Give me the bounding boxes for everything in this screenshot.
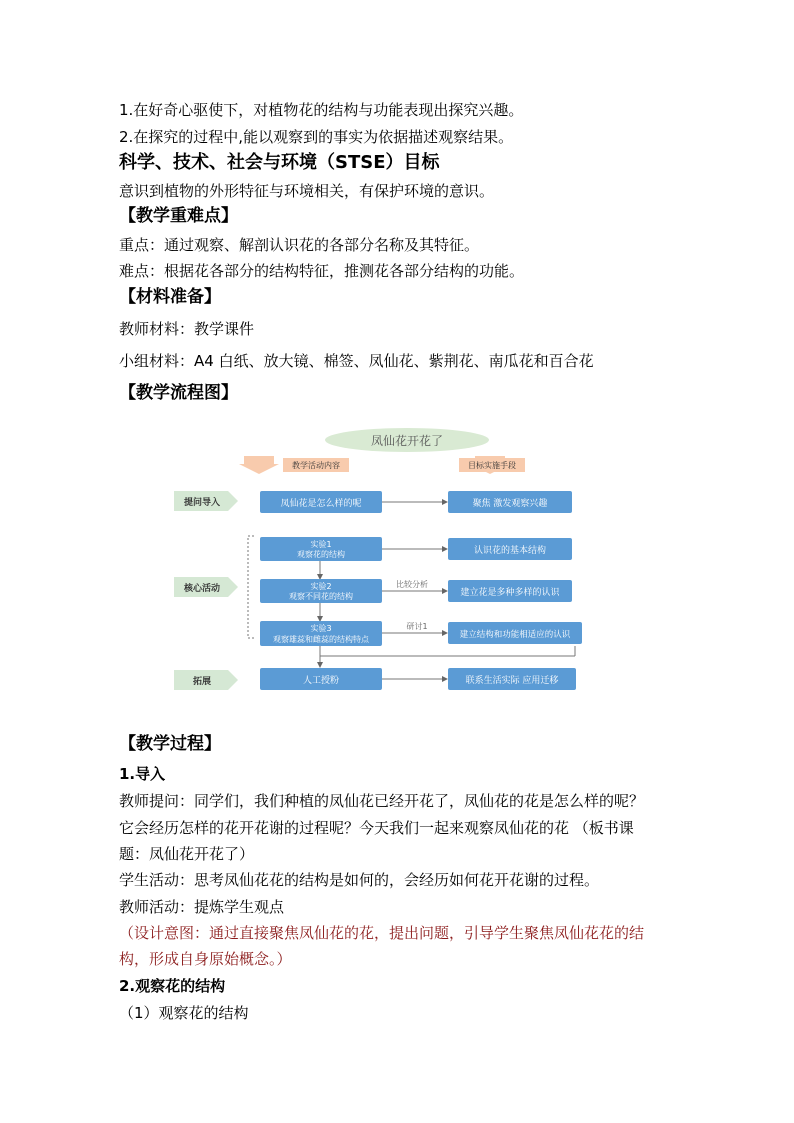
materials-heading: 【材料准备】: [119, 287, 221, 307]
design-intent-line2: 构，形成自身原始概念。）: [119, 950, 292, 968]
left-box-3-line2: 观察不同花的结构: [289, 592, 353, 601]
section-intro-heading: 1.导入: [119, 765, 166, 783]
right-box-4-label: 建立结构和功能相适应的认识: [459, 630, 571, 640]
left-box-2-line2: 观察花的结构: [297, 550, 345, 559]
teaching-flowchart: [170, 424, 590, 699]
right-box-3-label: 建立花是多种多样的认识: [460, 588, 560, 598]
stse-heading: 科学、技术、社会与环境（STSE）目标: [119, 152, 440, 173]
stage-extend-label: 拓展: [192, 677, 212, 687]
left-box-4-line1: 实验3: [310, 624, 332, 633]
stse-text: 意识到植物的外形特征与环境相关，有保护环境的意识。: [119, 182, 495, 200]
right-box-5-label: 联系生活实际 应用迁移: [465, 676, 559, 686]
teacher-question-line1: 教师提问：同学们，我们种植的凤仙花已经开花了，凤仙花的花是怎么样的呢？: [119, 792, 645, 810]
difficult-point: 难点：根据花各部分的结构特征，推测花各部分结构的功能。: [119, 262, 525, 280]
note-compare: 比较分析: [396, 580, 428, 589]
right-box-2-label: 认识花的基本结构: [473, 546, 547, 556]
design-intent-line1: （设计意图：通过直接聚焦凤仙花的花，提出问题，引导学生聚焦凤仙花花的结: [119, 924, 645, 942]
objective-item-2: 2.在探究的过程中,能以观察到的事实为依据描述观察结果。: [119, 128, 514, 146]
col-left-arrow-shaft: [244, 456, 274, 464]
section-structure-heading: 2.观察花的结构: [119, 977, 226, 995]
left-box-5-label: 人工授粉: [302, 676, 340, 686]
teacher-question-line3: 题：凤仙花开花了）: [119, 845, 255, 863]
left-box-3-line1: 实验2: [310, 582, 332, 591]
col-right-label: 目标实施手段: [468, 461, 516, 470]
flowchart-title: 凤仙花开花了: [370, 434, 444, 448]
stage-intro-label: 提问导入: [183, 498, 221, 508]
process-heading: 【教学过程】: [119, 734, 221, 754]
student-activity: 学生活动：思考凤仙花花的结构是如何的，会经历如何花开花谢的过程。: [119, 871, 600, 889]
teacher-materials: 教师材料：教学课件: [119, 320, 255, 338]
core-bracket: [248, 536, 254, 638]
objective-item-1: 1.在好奇心驱使下，对植物花的结构与功能表现出探究兴趣。: [119, 101, 524, 119]
left-box-2-line1: 实验1: [310, 540, 332, 549]
flowchart-heading: 【教学流程图】: [119, 383, 238, 403]
stage-core-label: 核心活动: [183, 584, 221, 594]
col-left-arrow-head: [239, 464, 279, 474]
group-materials: 小组材料：A4 白纸、放大镜、棉签、凤仙花、紫荆花、南瓜花和百合花: [119, 352, 594, 370]
key-point: 重点：通过观察、解剖认识花的各部分名称及其特征。: [119, 236, 480, 254]
left-box-1-label: 凤仙花是怎么样的呢: [280, 499, 362, 509]
teacher-question-line2: 它会经历怎样的花开花谢的过程呢？今天我们一起来观察凤仙花的花 （板书课: [119, 819, 634, 837]
key-points-heading: 【教学重难点】: [119, 206, 238, 226]
right-box-1-label: 聚焦 激发观察兴趣: [472, 499, 548, 509]
left-box-4-line2: 观察雄蕊和雌蕊的结构特点: [273, 635, 369, 644]
col-left-label: 教学活动内容: [292, 461, 340, 470]
teacher-activity: 教师活动：提炼学生观点: [119, 898, 285, 916]
note-discuss: 研讨1: [406, 622, 428, 631]
subsection-structure: （1）观察花的结构: [119, 1004, 249, 1022]
